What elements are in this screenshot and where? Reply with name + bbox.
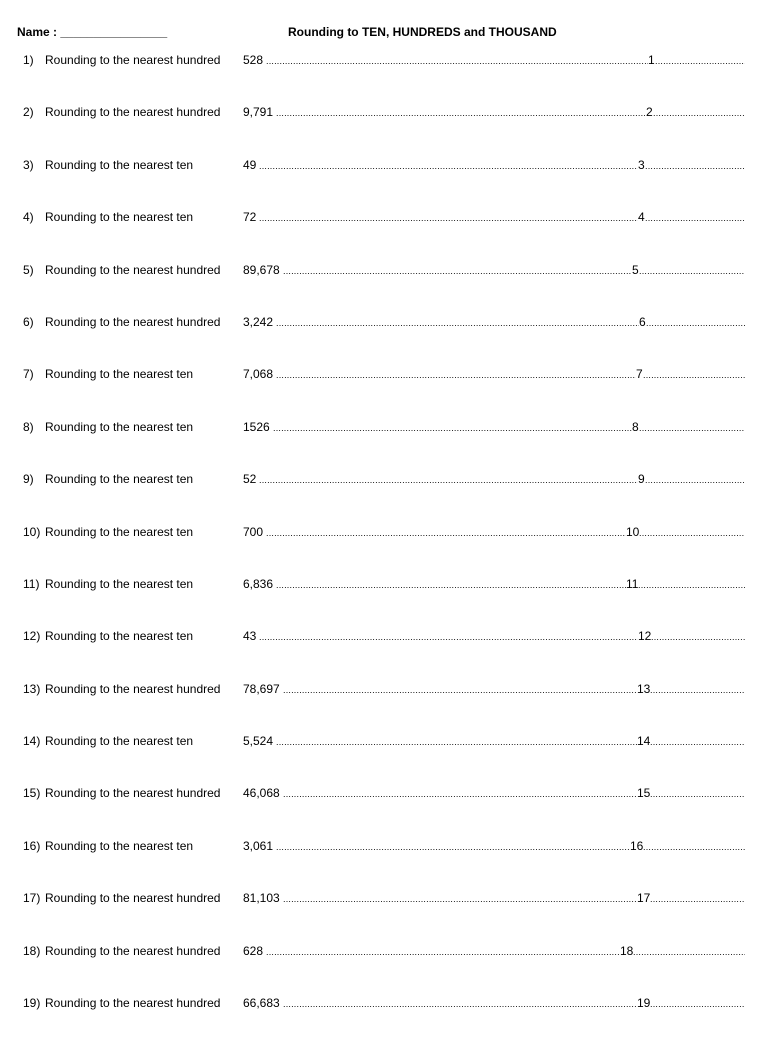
question-instruction: Rounding to the nearest hundred [45, 996, 221, 1011]
question-number: 4) [23, 210, 34, 225]
question-list [0, 51, 768, 1046]
answer-leader-dots [259, 156, 638, 174]
question-number: 10) [23, 524, 41, 539]
question-number: 14) [23, 734, 41, 749]
question-instruction: Rounding to the nearest hundred [45, 891, 221, 906]
answer-number: 18 [620, 943, 634, 958]
question-value: 81,103 [243, 891, 280, 906]
question-number: 6) [23, 314, 34, 329]
answer-blank-line[interactable] [638, 575, 745, 593]
question-number: 8) [23, 419, 34, 434]
question-number: 19) [23, 996, 41, 1011]
question-instruction: Rounding to the nearest ten [45, 629, 194, 644]
question-value: 49 [243, 157, 257, 172]
question-number: 17) [23, 891, 41, 906]
question-value: 1526 [243, 419, 270, 434]
question-instruction: Rounding to the nearest hundred [45, 681, 221, 696]
answer-blank-line[interactable] [650, 889, 745, 907]
question-instruction: Rounding to the nearest hundred [45, 943, 221, 958]
answer-leader-dots [273, 418, 632, 436]
question-instruction: Rounding to the nearest hundred [45, 53, 221, 67]
answer-leader-dots [266, 523, 626, 541]
answer-blank-line[interactable] [650, 994, 745, 1012]
answer-number: 1 [648, 53, 655, 67]
answer-number: 19 [637, 996, 651, 1011]
question-value: 528 [243, 53, 264, 67]
answer-leader-dots [283, 784, 637, 802]
answer-blank-line[interactable] [645, 470, 745, 488]
answer-blank-line[interactable] [633, 942, 745, 960]
question-value: 628 [243, 943, 264, 958]
question-number: 2) [23, 105, 34, 120]
answer-number: 6 [639, 314, 646, 329]
answer-blank-line[interactable] [645, 156, 745, 174]
answer-leader-dots [276, 313, 639, 331]
question-instruction: Rounding to the nearest ten [45, 157, 194, 172]
question-row [0, 523, 768, 575]
question-instruction: Rounding to the nearest ten [45, 210, 194, 225]
question-instruction: Rounding to the nearest ten [45, 576, 194, 591]
question-row [0, 208, 768, 260]
answer-leader-dots [276, 575, 626, 593]
question-number: 11) [23, 576, 40, 591]
answer-number: 12 [638, 629, 652, 644]
answer-leader-dots [259, 208, 638, 226]
question-instruction: Rounding to the nearest ten [45, 524, 194, 539]
answer-blank-line[interactable] [650, 732, 745, 750]
question-instruction: Rounding to the nearest hundred [45, 314, 221, 329]
question-value: 3,061 [243, 838, 274, 853]
question-number: 3) [23, 157, 34, 172]
question-instruction: Rounding to the nearest hundred [45, 786, 221, 801]
question-value: 66,683 [243, 996, 280, 1011]
answer-leader-dots [276, 837, 630, 855]
answer-blank-line[interactable] [646, 313, 745, 331]
question-row [0, 994, 768, 1046]
question-row [0, 418, 768, 470]
answer-leader-dots [283, 680, 637, 698]
answer-blank-line[interactable] [639, 261, 745, 279]
answer-number: 9 [638, 472, 645, 487]
question-row [0, 470, 768, 522]
answer-leader-dots [276, 732, 637, 750]
question-row [0, 156, 768, 208]
question-row [0, 732, 768, 784]
question-instruction: Rounding to the nearest ten [45, 734, 194, 749]
question-instruction: Rounding to the nearest ten [45, 472, 194, 487]
question-instruction: Rounding to the nearest ten [45, 367, 194, 382]
answer-number: 13 [637, 681, 651, 696]
name-field-label: Name : ________________ [17, 25, 168, 39]
question-number: 5) [23, 262, 34, 277]
question-number: 1) [23, 53, 34, 67]
question-instruction: Rounding to the nearest ten [45, 419, 194, 434]
answer-leader-dots [259, 627, 638, 645]
answer-number: 16 [630, 838, 644, 853]
question-value: 72 [243, 210, 257, 225]
question-row [0, 627, 768, 679]
question-instruction: Rounding to the nearest ten [45, 838, 194, 853]
question-number: 16) [23, 838, 41, 853]
question-value: 52 [243, 472, 257, 487]
answer-blank-line[interactable] [645, 208, 745, 226]
question-instruction: Rounding to the nearest hundred [45, 105, 221, 120]
answer-blank-line[interactable] [653, 103, 745, 121]
answer-number: 4 [638, 210, 645, 225]
answer-number: 11 [626, 576, 639, 591]
answer-leader-dots [283, 994, 637, 1012]
answer-number: 5 [632, 262, 639, 277]
answer-number: 3 [638, 157, 645, 172]
question-row [0, 575, 768, 627]
answer-blank-line[interactable] [639, 523, 745, 541]
question-number: 18) [23, 943, 41, 958]
question-row [0, 837, 768, 889]
worksheet-title: Rounding to TEN, HUNDREDS and THOUSAND [288, 25, 557, 39]
answer-blank-line[interactable] [643, 837, 745, 855]
question-value: 700 [243, 524, 264, 539]
answer-number: 2 [646, 105, 653, 120]
answer-blank-line[interactable] [655, 51, 745, 69]
question-value: 6,836 [243, 576, 274, 591]
answer-leader-dots [276, 103, 646, 121]
answer-leader-dots [276, 365, 636, 383]
answer-blank-line[interactable] [639, 418, 745, 436]
question-value: 3,242 [243, 314, 274, 329]
question-value: 5,524 [243, 734, 274, 749]
question-row [0, 680, 768, 732]
question-value: 89,678 [243, 262, 280, 277]
answer-number: 14 [637, 734, 651, 749]
question-value: 78,697 [243, 681, 280, 696]
question-row [0, 51, 768, 103]
answer-leader-dots [266, 51, 648, 69]
question-row [0, 103, 768, 155]
answer-blank-line[interactable] [650, 784, 745, 802]
answer-leader-dots [283, 261, 632, 279]
answer-number: 15 [637, 786, 651, 801]
answer-number: 17 [637, 891, 651, 906]
question-value: 46,068 [243, 786, 280, 801]
question-number: 15) [23, 786, 41, 801]
question-value: 9,791 [243, 105, 274, 120]
question-number: 7) [23, 367, 34, 382]
question-number: 13) [23, 681, 41, 696]
question-number: 9) [23, 472, 34, 487]
question-instruction: Rounding to the nearest hundred [45, 262, 221, 277]
answer-number: 8 [632, 419, 639, 434]
answer-leader-dots [266, 942, 620, 960]
answer-leader-dots [283, 889, 637, 907]
answer-leader-dots [259, 470, 638, 488]
question-row [0, 784, 768, 836]
answer-blank-line[interactable] [643, 365, 745, 383]
answer-blank-line[interactable] [650, 680, 745, 698]
question-value: 43 [243, 629, 257, 644]
worksheet-header [0, 25, 768, 43]
question-row [0, 313, 768, 365]
question-row [0, 889, 768, 941]
answer-number: 10 [626, 524, 640, 539]
question-number: 12) [23, 629, 41, 644]
question-value: 7,068 [243, 367, 274, 382]
answer-blank-line[interactable] [651, 627, 745, 645]
question-row [0, 942, 768, 994]
answer-number: 7 [636, 367, 643, 382]
question-row [0, 261, 768, 313]
question-row [0, 365, 768, 417]
